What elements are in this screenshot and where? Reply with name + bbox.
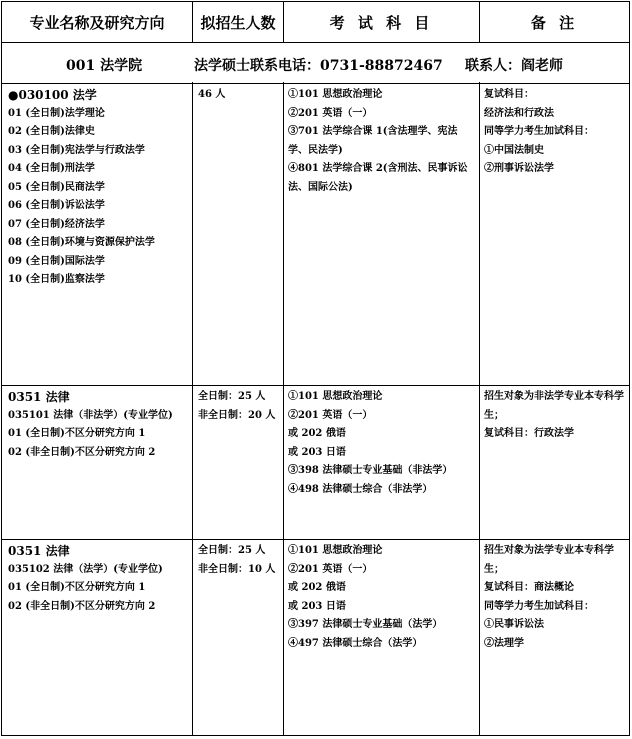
list-item: 同等学力考生加试科目： bbox=[484, 126, 594, 137]
list-item: ①101 思想政治理论 bbox=[288, 89, 383, 100]
list-item: ②法理学 bbox=[484, 637, 524, 649]
list-item: ④497 法律硕士综合（法学） bbox=[288, 637, 423, 649]
major-title: ●030100 法学 bbox=[8, 88, 97, 102]
quota-value: 非全日制：20 人 bbox=[198, 409, 276, 421]
list-item: 06 (全日制)诉讼法学 bbox=[8, 200, 105, 211]
section-1-major bbox=[8, 86, 190, 290]
header-exams: 考 试 科 目 bbox=[329, 13, 434, 32]
header-quota: 拟招生人数 bbox=[200, 13, 276, 32]
column-divider bbox=[283, 2, 284, 735]
quota-value: 非全日制：10 人 bbox=[198, 563, 276, 575]
row-divider bbox=[2, 83, 629, 84]
list-item: 复试科目：商法概论 bbox=[484, 582, 574, 593]
list-item: 08 (全日制)环境与资源保护法学 bbox=[8, 237, 155, 248]
row-divider bbox=[2, 539, 629, 540]
list-item: 10 (全日制)监察法学 bbox=[8, 274, 105, 285]
section-2-major bbox=[8, 388, 190, 462]
section-3-quota bbox=[198, 542, 282, 579]
list-item: 01 (全日制)法学理论 bbox=[8, 107, 105, 119]
school-row bbox=[2, 43, 629, 82]
list-item: 09 (全日制)国际法学 bbox=[8, 255, 105, 267]
list-item: 01 (全日制)不区分研究方向 1 bbox=[8, 582, 146, 593]
list-item: 或 202 俄语 bbox=[288, 582, 346, 593]
school-name: 001 法学院 bbox=[66, 58, 143, 74]
list-item: ②201 英语（一） bbox=[288, 563, 373, 575]
list-item: 02 (全日制)法律史 bbox=[8, 126, 95, 137]
list-item: 或 202 俄语 bbox=[288, 428, 346, 439]
list-item: 035102 法律（法学）(专业学位) bbox=[8, 563, 163, 575]
section-3-major bbox=[8, 542, 190, 616]
list-item: ①中国法制史 bbox=[484, 144, 544, 156]
list-item: 01 (全日制)不区分研究方向 1 bbox=[8, 428, 146, 439]
list-item: 02 (非全日制)不区分研究方向 2 bbox=[8, 446, 156, 458]
row-divider bbox=[2, 385, 629, 386]
list-item: 复试科目：行政法学 bbox=[484, 428, 574, 439]
section-3-exams bbox=[288, 542, 476, 653]
list-item: ①101 思想政治理论 bbox=[288, 391, 383, 402]
quota-value: 全日制：25 人 bbox=[198, 545, 266, 556]
major-title: 0351 法律 bbox=[8, 390, 70, 404]
list-item: ①101 思想政治理论 bbox=[288, 545, 383, 556]
quota-value: 全日制：25 人 bbox=[198, 391, 266, 402]
list-item: 同等学力考生加试科目： bbox=[484, 600, 594, 612]
major-title: 0351 法律 bbox=[8, 544, 70, 558]
list-item: ④498 法律硕士综合（非法学） bbox=[288, 483, 433, 495]
section-2-quota bbox=[198, 388, 282, 425]
list-item: ②201 英语（一） bbox=[288, 409, 373, 421]
school-contact: 联系人：阎老师 bbox=[465, 58, 563, 74]
column-divider bbox=[192, 2, 193, 735]
list-item: 07 (全日制)经济法学 bbox=[8, 218, 105, 230]
list-item: 035101 法律（非法学）(专业学位) bbox=[8, 409, 173, 421]
list-item: 04 (全日制)刑法学 bbox=[8, 163, 95, 174]
list-item: ④801 法学综合课 2(含刑法、民事诉讼法、国际公法) bbox=[288, 163, 468, 193]
list-item: ③701 法学综合课 1(含法理学、宪法学、民法学) bbox=[288, 126, 458, 156]
list-item: 05 (全日制)民商法学 bbox=[8, 181, 105, 193]
list-item: ③398 法律硕士专业基础（非法学） bbox=[288, 465, 453, 476]
section-1-quota bbox=[198, 86, 282, 105]
admissions-table bbox=[1, 1, 630, 736]
section-1-notes bbox=[484, 86, 626, 179]
section-2-notes bbox=[484, 388, 626, 444]
list-item: ②201 英语（一） bbox=[288, 107, 373, 119]
list-item: 03 (全日制)宪法学与行政法学 bbox=[8, 144, 145, 156]
quota-value: 46 人 bbox=[198, 89, 226, 100]
header-notes: 备 注 bbox=[530, 13, 579, 32]
list-item: 招生对象为非法学专业本专科学生； bbox=[484, 391, 624, 421]
list-item: 经济法和行政法 bbox=[484, 107, 554, 119]
list-item: ②刑事诉讼法学 bbox=[484, 163, 554, 174]
list-item: 02 (非全日制)不区分研究方向 2 bbox=[8, 600, 156, 612]
section-3-notes bbox=[484, 542, 626, 653]
column-divider bbox=[479, 2, 480, 735]
list-item: ③397 法律硕士专业基础（法学） bbox=[288, 619, 443, 630]
list-item: 或 203 日语 bbox=[288, 446, 346, 458]
list-item: 或 203 日语 bbox=[288, 600, 346, 612]
list-item: ①民事诉讼法 bbox=[484, 619, 544, 630]
list-item: 招生对象为法学专业本专科学生； bbox=[484, 545, 614, 575]
header-major: 专业名称及研究方向 bbox=[29, 13, 165, 32]
section-2-exams bbox=[288, 388, 476, 499]
school-phone: 法学硕士联系电话：0731-88872467 bbox=[194, 58, 443, 74]
list-item: 复试科目： bbox=[484, 89, 534, 100]
section-1-exams bbox=[288, 86, 476, 197]
